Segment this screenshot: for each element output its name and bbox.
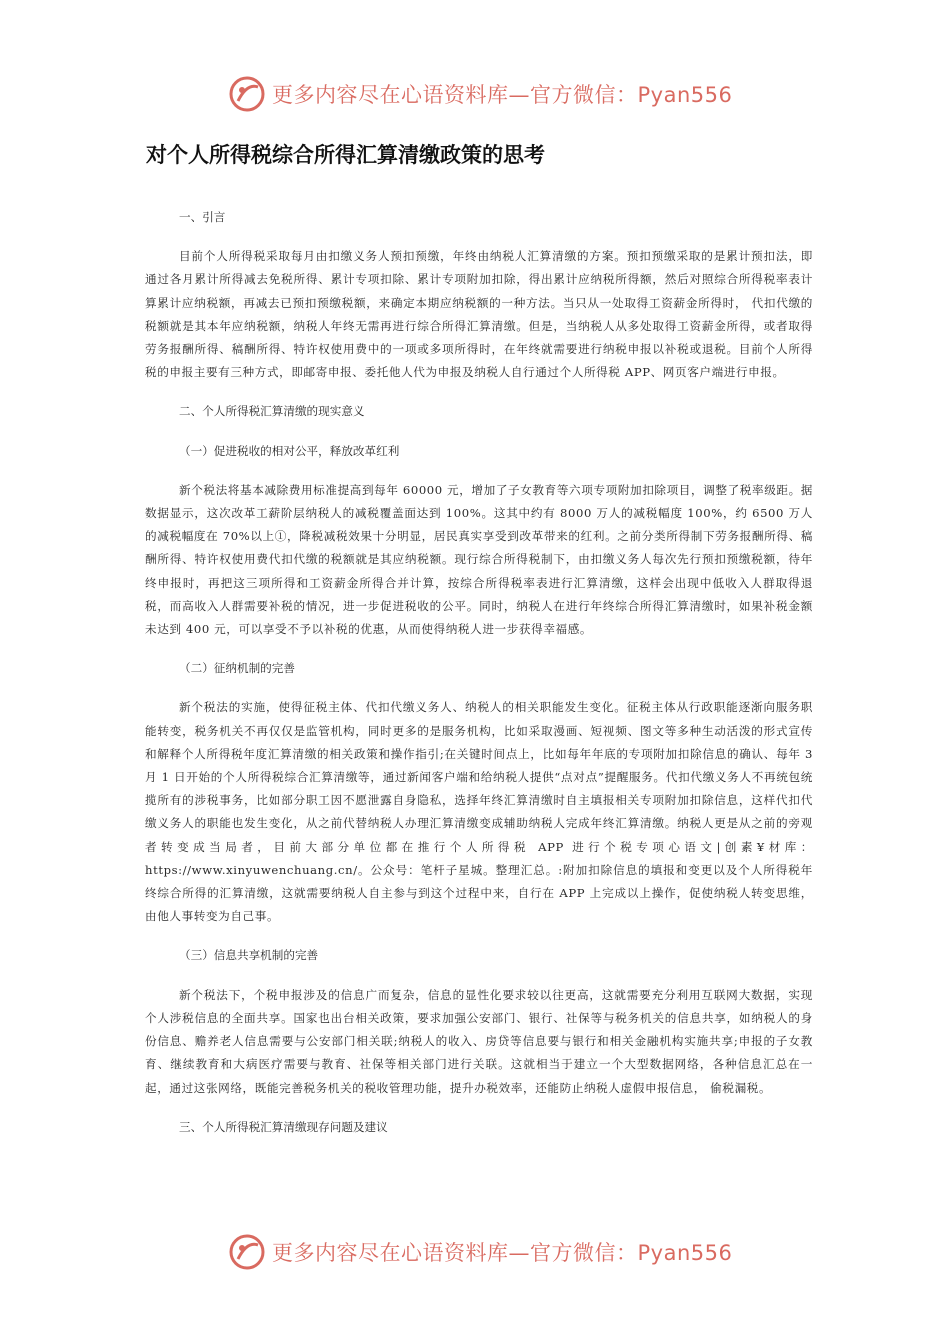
document-body — [145, 206, 813, 1155]
paragraph: 新个税法下，个税申报涉及的信息广而复杂，信息的显性化要求较以往更高，这就需要充分利用互联网大数据，实现个人涉税信息的全面共享。国家也出台相关政策，要求加强公安部门、银行、社保等与税务机关的信息共享，如纳税人的身份信息、赡养老人信息需要与公安部门相关联;纳税人的收入、房贷等信息要与银行和相关金融机构实施共享;申报的子女教育、继续教育和大病医疗需要与教育、社保等相关部门进行关联。这就相当于建立一个大型数据网络，各种信息汇总在一起，通过这张网络，既能完善税务机关的税收管理功能，提升办税效率，还能防止纳税人虚假申报信息， 偷税漏税。 — [145, 987, 813, 1095]
paragraph: 新个税法将基本减除费用标准提高到每年 60000 元，增加了子女教育等六项专项附加扣除项目，调整了税率级距。据数据显示，这次改革工薪阶层纳税人的减税覆盖面达到 100%。这其中约有 8000 万人的减税幅度 100%，约 6500 万人的减税幅度在 70%以上①，降税减税效果十分明显，居民真实享受到改革带来的红利。之前分类所得制下劳务报酬所得、稿酬所得、特许权使用费代扣代缴的税额就是其应纳税额。现行综合所得税制下，由扣缴义务人每次先行预扣预缴税额，待年终申报时，再把这三项所得和工资薪金所得合并计算，按综合所得税率表进行汇算清缴，这样会出现中低收入人群取得退税，而高收入人群需要补税的情况，进一步促进税收的公平。同时，纳税人在进行年终综合所得汇算清缴时，如果补税金额未达到 400 元，可以享受不予以补税的优惠，从而使得纳税人进一步获得幸福感。 — [145, 482, 813, 637]
section-heading: 三、个人所得税汇算清缴现存问题及建议 — [179, 1119, 388, 1134]
section-heading: 一、引言 — [179, 210, 226, 224]
watermark-text: 更多内容尽在心语资料库—官方微信：Pyan556 — [272, 83, 733, 107]
document-title: 对个人所得税综合所得汇算清缴政策的思考 — [146, 143, 545, 167]
section-heading: （三）信息共享机制的完善 — [179, 948, 319, 963]
section-heading: （一）促进税收的相对公平，释放改革红利 — [179, 443, 400, 458]
section-heading: （二）征纳机制的完善 — [179, 661, 295, 676]
brush-logo-icon — [228, 75, 266, 113]
paragraph: 新个税法的实施，使得征税主体、代扣代缴义务人、纳税人的相关职能发生变化。征税主体从行政职能逐渐向服务职能转变，税务机关不再仅仅是监管机构，同时更多的是服务机构，比如采取漫画、短视频、图文等多种生动活泼的形式宣传和解释个人所得税年度汇算清缴的相关政策和操作指引;在关键时间点上，比如每年年底的专项附加扣除信息的确认、每年 3 月 1 日开始的个人所得税综合汇算清缴等，通过新闻客户端和给纳税人提供“点对点”提醒服务。代扣代缴义务人不再统包统揽所有的涉税事务，比如部分职工因不愿泄露自身隐私，选择年终汇算清缴时自主填报相关专项附加扣除信息，这样代扣代缴义务人的职能也发生变化，从之前代替纳税人办理汇算清缴变成辅助纳税人完成年终汇算清缴。纳税人更是从之前的旁观者转变成当局者，目前大部分单位都在推行个人所得税 APP 进行个税专项心语文|创素¥材库：https://www.xinyuwenchuang.cn/。公众号：笔杆子星城。整理汇总。:附加扣除信息的填报和变更以及个人所得税年终综合所得的汇算清缴，这就需要纳税人自主参与到这个过程中来，自行在 APP 上完成以上操作，促使纳税人转变思维，由他人事转变为自己事。 — [145, 700, 813, 924]
footer-watermark-banner — [228, 1232, 732, 1272]
paragraph: 目前个人所得税采取每月由扣缴义务人预扣预缴，年终由纳税人汇算清缴的方案。预扣预缴采取的是累计预扣法，即通过各月累计所得减去免税所得、累计专项扣除、累计专项附加扣除，得出累计应纳税所得额，然后对照综合所得税率表计算累计应纳税额，再减去已预扣预缴税额，来确定本期应纳税额的一种方法。当只从一处取得工资薪金所得时， 代扣代缴的税额就是其本年应纳税额，纳税人年终无需再进行综合所得汇算清缴。但是，当纳税人从多处取得工资薪金所得，或者取得劳务报酬所得、稿酬所得、特许权使用费中的一项或多项所得时，在年终就需要进行纳税申报以补税或退税。目前个人所得税的申报主要有三种方式，即邮寄申报、委托他人代为申报及纳税人自行通过个人所得税 APP、网页客户端进行申报。 — [145, 249, 813, 380]
header-watermark-banner — [228, 74, 732, 114]
section-heading: 二、个人所得税汇算清缴的现实意义 — [179, 404, 365, 419]
watermark-text: 更多内容尽在心语资料库—官方微信：Pyan556 — [272, 1241, 733, 1265]
brush-logo-icon — [228, 1233, 266, 1271]
